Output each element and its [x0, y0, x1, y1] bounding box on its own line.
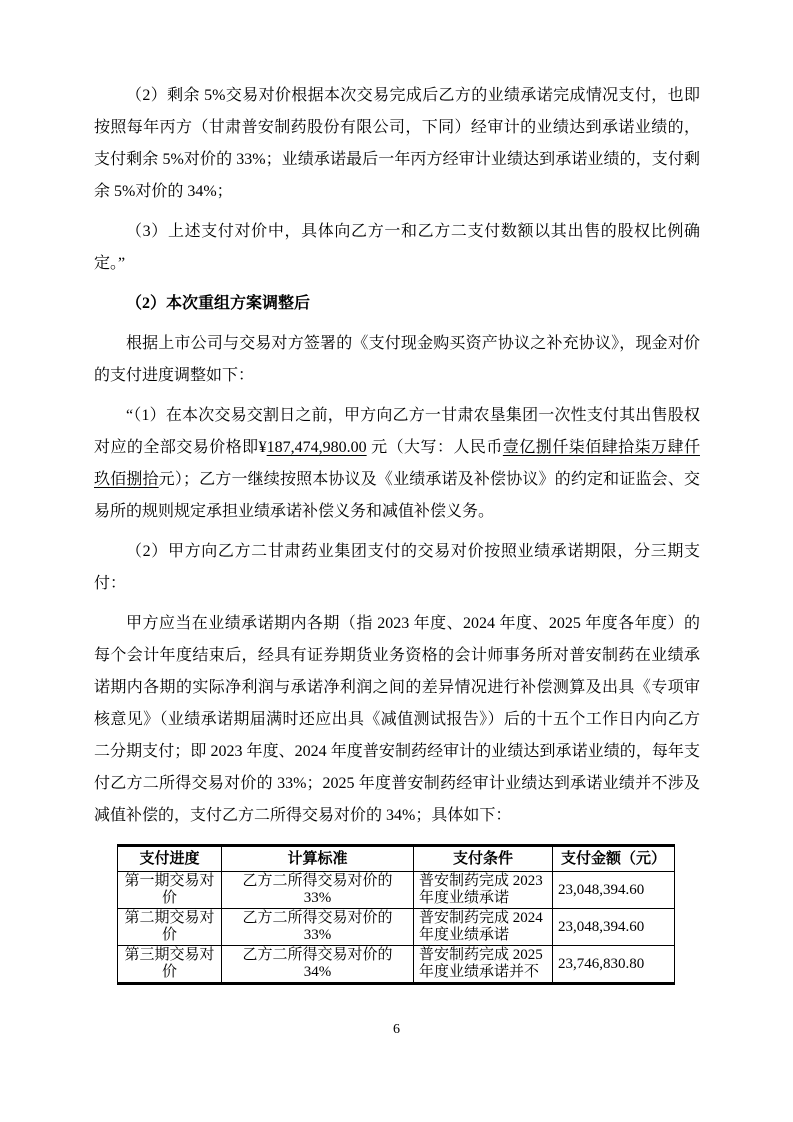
cell-condition: 普安制药完成 2023 年度业绩承诺	[414, 872, 553, 909]
underlined-amount-words: 壹亿捌仟柒佰肆拾柒万肆仟玖佰捌拾	[94, 439, 700, 488]
cell-amount: 23,048,394.60	[553, 872, 675, 909]
table-row	[118, 909, 675, 946]
cell-condition: 普安制药完成 2024 年度业绩承诺	[414, 909, 553, 946]
paragraph-agreement-intro: 根据上市公司与交易对方签署的《支付现金购买资产协议之补充协议》，现金对价的支付进度调整如下：	[94, 335, 700, 384]
paragraph-payment-1	[94, 400, 700, 528]
paragraph-payment-2: （2）甲方向乙方二甘肃药业集团支付的交易对价按照业绩承诺期限，分三期支付：	[94, 543, 700, 592]
cell-progress: 第二期交易对价	[118, 909, 222, 946]
table-row	[118, 946, 675, 984]
cell-amount: 23,746,830.80	[553, 946, 675, 984]
header-payment-condition: 支付条件	[414, 846, 553, 872]
cell-condition: 普安制药完成 2025 年度业绩承诺并不	[414, 946, 553, 984]
header-payment-progress: 支付进度	[118, 846, 222, 872]
cell-standard: 乙方二所得交易对价的 33%	[222, 909, 414, 946]
text-segment: “（1）在本次交易交割日之前，甲方向乙方一甘肃农垦集团一次性支付其出售股权对应的全部交易价格即¥	[94, 407, 700, 456]
cell-progress: 第三期交易对价	[118, 946, 222, 984]
payment-schedule-table	[117, 844, 675, 985]
cell-standard: 乙方二所得交易对价的 34%	[222, 946, 414, 984]
cell-progress: 第一期交易对价	[118, 872, 222, 909]
cell-standard: 乙方二所得交易对价的 33%	[222, 872, 414, 909]
body-text	[94, 80, 700, 985]
underlined-amount-figure: 187,474,980.00	[266, 439, 367, 456]
cell-amount: 23,048,394.60	[553, 909, 675, 946]
section-heading-after-adjustment: （2）本次重组方案调整后	[126, 295, 311, 312]
table-row	[118, 872, 675, 909]
text-segment: 元（大写：人民币	[366, 439, 503, 456]
paragraph-item-3: （3）上述支付对价中，具体向乙方一和乙方二支付数额以其出售的股权比例确定。”	[94, 223, 700, 272]
paragraph-performance-period: 甲方应当在业绩承诺期内各期（指 2023 年度、2024 年度、2025 年度各年度）的每个会计年度结束后，经具有证券期货业务资格的会计师事务所对普安制药在业绩承诺期内各期的实际净利润与承诺净利润之间的差异情况进行补偿测算及出具《专项审核意见》（业绩承诺期届满时还应出具《减值测试报告》）后的十五个工作日内向乙方二分期支付；即 2023 年度、2024 年度普安制药经审计的业绩达到承诺业绩的，每年支付乙方二所得交易对价的 33%；2025 年度普安制药经审计业绩达到承诺业绩并不涉及减值补偿的，支付乙方二所得交易对价的 34%；具体如下：	[94, 615, 700, 824]
paragraph-remaining-5pct: （2）剩余 5%交易对价根据本次交易完成后乙方的业绩承诺完成情况支付，也即按照每年丙方（甘肃普安制药股份有限公司，下同）经审计的业绩达到承诺业绩的，支付剩余 5%对价的 33%；业绩承诺最后一年丙方经审计业绩达到承诺业绩的，支付剩余 5%对价的 34%；	[94, 87, 700, 200]
page-number: 6	[393, 1022, 400, 1037]
text-segment: 元）；乙方一继续按照本协议及《业绩承诺及补偿协议》的约定和证监会、交易所的规则规定承担业绩承诺补偿义务和减值补偿义务。	[94, 471, 700, 520]
header-payment-amount: 支付金额（元）	[553, 846, 675, 872]
header-calculation-standard: 计算标准	[222, 846, 414, 872]
table-header-row	[118, 846, 675, 872]
